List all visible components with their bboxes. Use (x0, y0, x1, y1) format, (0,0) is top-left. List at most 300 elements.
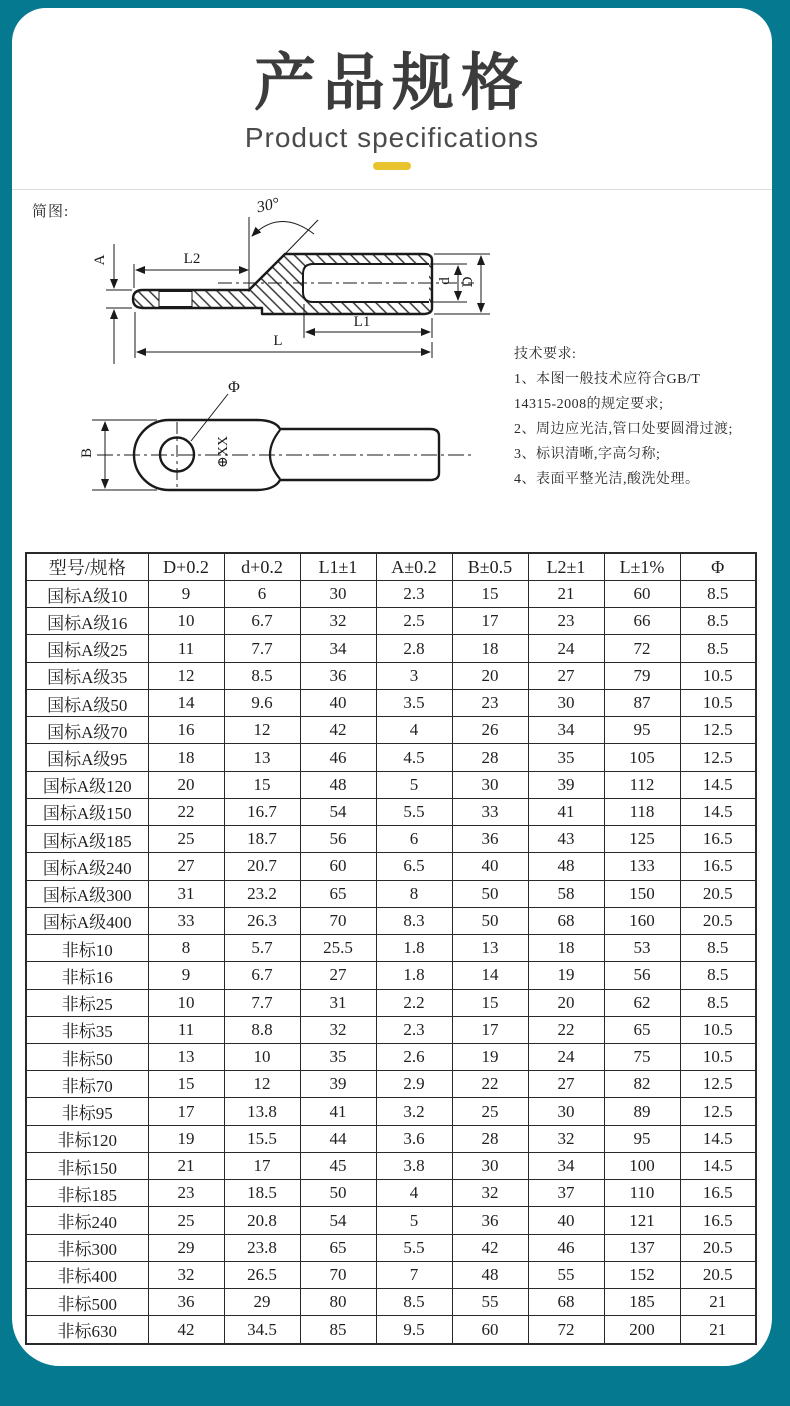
table-cell: 12.5 (680, 717, 756, 744)
table-cell: 55 (528, 1261, 604, 1288)
table-cell: 137 (604, 1234, 680, 1261)
table-cell: 17 (148, 1098, 224, 1125)
stamp-mark-label: ⊕XX (216, 436, 231, 468)
table-cell: 17 (224, 1152, 300, 1179)
table-cell: 32 (300, 1016, 376, 1043)
table-cell: 19 (452, 1043, 528, 1070)
table-cell: 60 (604, 581, 680, 608)
table-cell: 27 (300, 962, 376, 989)
table-cell: 2.3 (376, 581, 452, 608)
table-cell: 15 (452, 989, 528, 1016)
table-row (26, 1152, 756, 1179)
table-cell: 31 (300, 989, 376, 1016)
table-cell: 非标50 (26, 1043, 148, 1070)
table-cell: 66 (604, 608, 680, 635)
table-cell: 125 (604, 826, 680, 853)
table-cell: 13 (148, 1043, 224, 1070)
table-cell: 15.5 (224, 1125, 300, 1152)
table-cell: 18 (452, 635, 528, 662)
table-cell: 20.5 (680, 880, 756, 907)
table-cell: 40 (528, 1207, 604, 1234)
table-cell: 2.2 (376, 989, 452, 1016)
table-cell: 非标95 (26, 1098, 148, 1125)
table-cell: 6.5 (376, 853, 452, 880)
table-cell: 6 (224, 581, 300, 608)
table-cell: 国标A级120 (26, 771, 148, 798)
table-cell: 非标400 (26, 1261, 148, 1288)
table-cell: 22 (452, 1071, 528, 1098)
table-cell: 国标A级400 (26, 907, 148, 934)
table-cell: 9.5 (376, 1316, 452, 1344)
column-header: L±1% (604, 553, 680, 581)
table-cell: 110 (604, 1180, 680, 1207)
table-cell: 非标35 (26, 1016, 148, 1043)
table-cell: 65 (300, 880, 376, 907)
table-cell: 8.5 (680, 935, 756, 962)
table-cell: 20 (452, 662, 528, 689)
table-cell: 34 (528, 717, 604, 744)
page-title: 产品规格 (253, 49, 530, 118)
table-cell: 23 (528, 608, 604, 635)
table-cell: 2.8 (376, 635, 452, 662)
table-cell: 21 (680, 1316, 756, 1344)
table-cell: 35 (300, 1043, 376, 1070)
table-cell: 国标A级10 (26, 581, 148, 608)
tech-requirement-line: 14315-2008的规定要求; (514, 397, 664, 412)
table-cell: 62 (604, 989, 680, 1016)
table-cell: 国标A级185 (26, 826, 148, 853)
table-cell: 3.6 (376, 1125, 452, 1152)
table-cell: 30 (452, 771, 528, 798)
table-cell: 20.7 (224, 853, 300, 880)
table-cell: 70 (300, 907, 376, 934)
table-cell: 8.5 (680, 635, 756, 662)
table-row (26, 635, 756, 662)
page-subtitle: Product specifications (244, 122, 540, 154)
table-cell: 11 (148, 1016, 224, 1043)
lug-technical-drawing (22, 192, 522, 544)
table-cell: 32 (452, 1180, 528, 1207)
table-cell: 160 (604, 907, 680, 934)
table-cell: 72 (604, 635, 680, 662)
table-cell: 5.5 (376, 798, 452, 825)
plan-view (79, 379, 472, 490)
column-header: B±0.5 (452, 553, 528, 581)
table-cell: 133 (604, 853, 680, 880)
table-cell: 34 (528, 1152, 604, 1179)
table-cell: 国标A级150 (26, 798, 148, 825)
table-cell: 非标10 (26, 935, 148, 962)
diagram-section (12, 190, 772, 552)
table-cell: 46 (300, 744, 376, 771)
dim-l-label: L (273, 333, 283, 349)
table-cell: 非标70 (26, 1071, 148, 1098)
column-header: Φ (680, 553, 756, 581)
table-row (26, 1180, 756, 1207)
table-cell: 8 (376, 880, 452, 907)
table-cell: 18.7 (224, 826, 300, 853)
table-cell: 44 (300, 1125, 376, 1152)
diagram-caption: 简图: (32, 204, 70, 220)
table-cell: 16.5 (680, 826, 756, 853)
table-cell: 58 (528, 880, 604, 907)
table-cell: 53 (604, 935, 680, 962)
table-cell: 30 (300, 581, 376, 608)
table-cell: 12.5 (680, 1071, 756, 1098)
table-cell: 11 (148, 635, 224, 662)
table-cell: 1.8 (376, 935, 452, 962)
table-cell: 118 (604, 798, 680, 825)
table-cell: 8.5 (680, 608, 756, 635)
table-cell: 7 (376, 1261, 452, 1288)
table-cell: 112 (604, 771, 680, 798)
table-row (26, 826, 756, 853)
table-cell: 85 (300, 1316, 376, 1344)
table-cell: 8.5 (680, 581, 756, 608)
table-cell: 4 (376, 717, 452, 744)
table-row (26, 989, 756, 1016)
table-cell: 12 (224, 717, 300, 744)
table-cell: 36 (452, 1207, 528, 1234)
table-row (26, 608, 756, 635)
table-cell: 68 (528, 907, 604, 934)
table-cell: 23.2 (224, 880, 300, 907)
table-cell: 40 (452, 853, 528, 880)
table-cell: 2.3 (376, 1016, 452, 1043)
table-cell: 14.5 (680, 1152, 756, 1179)
table-cell: 22 (148, 798, 224, 825)
table-row (26, 962, 756, 989)
table-cell: 非标300 (26, 1234, 148, 1261)
table-cell: 8.3 (376, 907, 452, 934)
tech-requirement-line: 4、表面平整光洁,酸洗处理。 (514, 472, 700, 487)
table-cell: 10 (148, 989, 224, 1016)
table-cell: 56 (300, 826, 376, 853)
spec-table (25, 552, 757, 1345)
table-cell: 95 (604, 717, 680, 744)
table-cell: 80 (300, 1289, 376, 1316)
table-cell: 12 (224, 1071, 300, 1098)
table-cell: 30 (452, 1152, 528, 1179)
table-cell: 100 (604, 1152, 680, 1179)
table-cell: 13 (224, 744, 300, 771)
table-row (26, 1016, 756, 1043)
table-cell: 200 (604, 1316, 680, 1344)
table-cell: 5 (376, 1207, 452, 1234)
table-cell: 31 (148, 880, 224, 907)
table-cell: 17 (452, 1016, 528, 1043)
dim-d-inner-label: d (437, 277, 453, 285)
column-header: 型号/规格 (26, 553, 148, 581)
tech-requirements (514, 342, 769, 492)
table-cell: 非标150 (26, 1152, 148, 1179)
table-cell: 8.5 (224, 662, 300, 689)
table-cell: 87 (604, 689, 680, 716)
table-cell: 国标A级70 (26, 717, 148, 744)
table-row (26, 662, 756, 689)
table-cell: 非标500 (26, 1289, 148, 1316)
table-cell: 国标A级95 (26, 744, 148, 771)
table-cell: 50 (452, 907, 528, 934)
table-cell: 54 (300, 798, 376, 825)
spec-table-body (26, 581, 756, 1345)
table-cell: 14.5 (680, 771, 756, 798)
table-cell: 17 (452, 608, 528, 635)
table-cell: 8.5 (680, 962, 756, 989)
table-cell: 42 (300, 717, 376, 744)
table-cell: 48 (300, 771, 376, 798)
table-cell: 29 (148, 1234, 224, 1261)
table-cell: 20 (528, 989, 604, 1016)
table-cell: 14 (452, 962, 528, 989)
table-cell: 6 (376, 826, 452, 853)
table-cell: 42 (452, 1234, 528, 1261)
table-cell: 15 (148, 1071, 224, 1098)
table-cell: 105 (604, 744, 680, 771)
table-cell: 20.5 (680, 1261, 756, 1288)
table-cell: 45 (300, 1152, 376, 1179)
table-cell: 5.7 (224, 935, 300, 962)
table-cell: 国标A级25 (26, 635, 148, 662)
table-cell: 41 (528, 798, 604, 825)
table-cell: 39 (300, 1071, 376, 1098)
table-cell: 60 (452, 1316, 528, 1344)
table-cell: 23 (148, 1180, 224, 1207)
table-cell: 10 (224, 1043, 300, 1070)
table-cell: 33 (452, 798, 528, 825)
table-cell: 25 (452, 1098, 528, 1125)
table-cell: 185 (604, 1289, 680, 1316)
table-cell: 16.7 (224, 798, 300, 825)
table-cell: 48 (452, 1261, 528, 1288)
spec-table-head-row (26, 553, 756, 581)
side-section-view (92, 195, 490, 364)
table-cell: 25.5 (300, 935, 376, 962)
dim-d-outer-label: D (460, 276, 476, 288)
table-cell: 82 (604, 1071, 680, 1098)
table-cell: 国标A级16 (26, 608, 148, 635)
table-cell: 50 (452, 880, 528, 907)
table-cell: 10 (148, 608, 224, 635)
dim-l2-label: L2 (183, 251, 201, 267)
table-cell: 79 (604, 662, 680, 689)
table-row (26, 853, 756, 880)
table-cell: 32 (528, 1125, 604, 1152)
table-row (26, 744, 756, 771)
table-cell: 39 (528, 771, 604, 798)
table-cell: 2.6 (376, 1043, 452, 1070)
table-cell: 10.5 (680, 1043, 756, 1070)
table-row (26, 1316, 756, 1344)
table-cell: 75 (604, 1043, 680, 1070)
table-cell: 50 (300, 1180, 376, 1207)
table-cell: 18.5 (224, 1180, 300, 1207)
table-row (26, 798, 756, 825)
table-cell: 10.5 (680, 662, 756, 689)
table-cell: 21 (528, 581, 604, 608)
column-header: L1±1 (300, 553, 376, 581)
table-cell: 25 (148, 826, 224, 853)
dim-l1-label: L1 (353, 314, 371, 330)
table-cell: 3.8 (376, 1152, 452, 1179)
table-cell: 95 (604, 1125, 680, 1152)
table-cell: 25 (148, 1207, 224, 1234)
table-cell: 43 (528, 826, 604, 853)
table-cell: 14.5 (680, 798, 756, 825)
table-cell: 12 (148, 662, 224, 689)
table-cell: 9 (148, 962, 224, 989)
table-cell: 28 (452, 1125, 528, 1152)
table-cell: 2.5 (376, 608, 452, 635)
table-cell: 20.8 (224, 1207, 300, 1234)
table-cell: 19 (528, 962, 604, 989)
table-cell: 非标120 (26, 1125, 148, 1152)
table-cell: 46 (528, 1234, 604, 1261)
tech-requirement-line: 2、周边应光洁,管口处要圆滑过渡; (514, 422, 733, 437)
table-cell: 48 (528, 853, 604, 880)
table-cell: 9 (148, 581, 224, 608)
table-row (26, 1207, 756, 1234)
table-row (26, 1098, 756, 1125)
table-cell: 26.5 (224, 1261, 300, 1288)
table-row (26, 1234, 756, 1261)
table-cell: 26.3 (224, 907, 300, 934)
column-header: d+0.2 (224, 553, 300, 581)
table-cell: 21 (148, 1152, 224, 1179)
table-cell: 国标A级300 (26, 880, 148, 907)
table-cell: 1.8 (376, 962, 452, 989)
table-cell: 152 (604, 1261, 680, 1288)
table-cell: 12.5 (680, 744, 756, 771)
table-cell: 15 (224, 771, 300, 798)
table-cell: 非标630 (26, 1316, 148, 1344)
table-cell: 23.8 (224, 1234, 300, 1261)
table-cell: 68 (528, 1289, 604, 1316)
table-cell: 6.7 (224, 608, 300, 635)
table-cell: 9.6 (224, 689, 300, 716)
table-row (26, 1125, 756, 1152)
table-cell: 29 (224, 1289, 300, 1316)
table-cell: 20 (148, 771, 224, 798)
table-cell: 41 (300, 1098, 376, 1125)
table-cell: 5 (376, 771, 452, 798)
table-cell: 36 (300, 662, 376, 689)
table-cell: 非标185 (26, 1180, 148, 1207)
table-cell: 16.5 (680, 1207, 756, 1234)
dim-a-label: A (92, 254, 108, 266)
table-cell: 10.5 (680, 1016, 756, 1043)
table-cell: 20.5 (680, 1234, 756, 1261)
tech-requirement-line: 技术要求: (514, 347, 577, 362)
column-header: D+0.2 (148, 553, 224, 581)
table-cell: 121 (604, 1207, 680, 1234)
table-row (26, 1043, 756, 1070)
table-cell: 22 (528, 1016, 604, 1043)
table-cell: 16.5 (680, 853, 756, 880)
table-cell: 55 (452, 1289, 528, 1316)
table-cell: 32 (148, 1261, 224, 1288)
table-row (26, 717, 756, 744)
table-row (26, 581, 756, 608)
table-cell: 8.5 (680, 989, 756, 1016)
table-cell: 65 (604, 1016, 680, 1043)
table-cell: 72 (528, 1316, 604, 1344)
table-cell: 30 (528, 689, 604, 716)
table-cell: 13 (452, 935, 528, 962)
table-cell: 36 (452, 826, 528, 853)
table-cell: 27 (148, 853, 224, 880)
table-cell: 4.5 (376, 744, 452, 771)
tech-requirement-line: 3、标识清晰,字高匀称; (514, 447, 661, 462)
table-cell: 16 (148, 717, 224, 744)
accent-underline (373, 162, 411, 170)
table-cell: 70 (300, 1261, 376, 1288)
table-row (26, 1071, 756, 1098)
table-cell: 5.5 (376, 1234, 452, 1261)
table-cell: 150 (604, 880, 680, 907)
table-cell: 非标25 (26, 989, 148, 1016)
table-cell: 3.5 (376, 689, 452, 716)
table-cell: 16.5 (680, 1180, 756, 1207)
table-cell: 30 (528, 1098, 604, 1125)
table-cell: 27 (528, 662, 604, 689)
dim-b-label: B (79, 447, 95, 459)
table-cell: 34.5 (224, 1316, 300, 1344)
table-cell: 33 (148, 907, 224, 934)
table-row (26, 771, 756, 798)
table-row (26, 935, 756, 962)
table-cell: 56 (604, 962, 680, 989)
table-cell: 国标A级240 (26, 853, 148, 880)
table-cell: 24 (528, 635, 604, 662)
table-cell: 20.5 (680, 907, 756, 934)
table-cell: 非标16 (26, 962, 148, 989)
table-cell: 36 (148, 1289, 224, 1316)
column-header: L2±1 (528, 553, 604, 581)
table-cell: 7.7 (224, 635, 300, 662)
table-cell: 42 (148, 1316, 224, 1344)
table-cell: 89 (604, 1098, 680, 1125)
table-cell: 23 (452, 689, 528, 716)
table-cell: 27 (528, 1071, 604, 1098)
table-cell: 非标240 (26, 1207, 148, 1234)
table-cell: 21 (680, 1289, 756, 1316)
table-cell: 40 (300, 689, 376, 716)
table-cell: 10.5 (680, 689, 756, 716)
page-header (12, 8, 772, 170)
table-cell: 54 (300, 1207, 376, 1234)
tech-requirement-line: 1、本图一般技术应符合GB/T (514, 372, 701, 387)
spec-card (12, 8, 772, 1366)
table-cell: 35 (528, 744, 604, 771)
table-cell: 60 (300, 853, 376, 880)
table-cell: 8 (148, 935, 224, 962)
table-cell: 13.8 (224, 1098, 300, 1125)
table-cell: 18 (528, 935, 604, 962)
table-cell: 12.5 (680, 1098, 756, 1125)
table-cell: 65 (300, 1234, 376, 1261)
dim-phi-label: Φ (228, 379, 240, 396)
table-cell: 24 (528, 1043, 604, 1070)
table-cell: 2.9 (376, 1071, 452, 1098)
table-cell: 3 (376, 662, 452, 689)
table-cell: 14.5 (680, 1125, 756, 1152)
table-cell: 15 (452, 581, 528, 608)
table-row (26, 880, 756, 907)
table-cell: 32 (300, 608, 376, 635)
table-cell: 19 (148, 1125, 224, 1152)
table-cell: 4 (376, 1180, 452, 1207)
